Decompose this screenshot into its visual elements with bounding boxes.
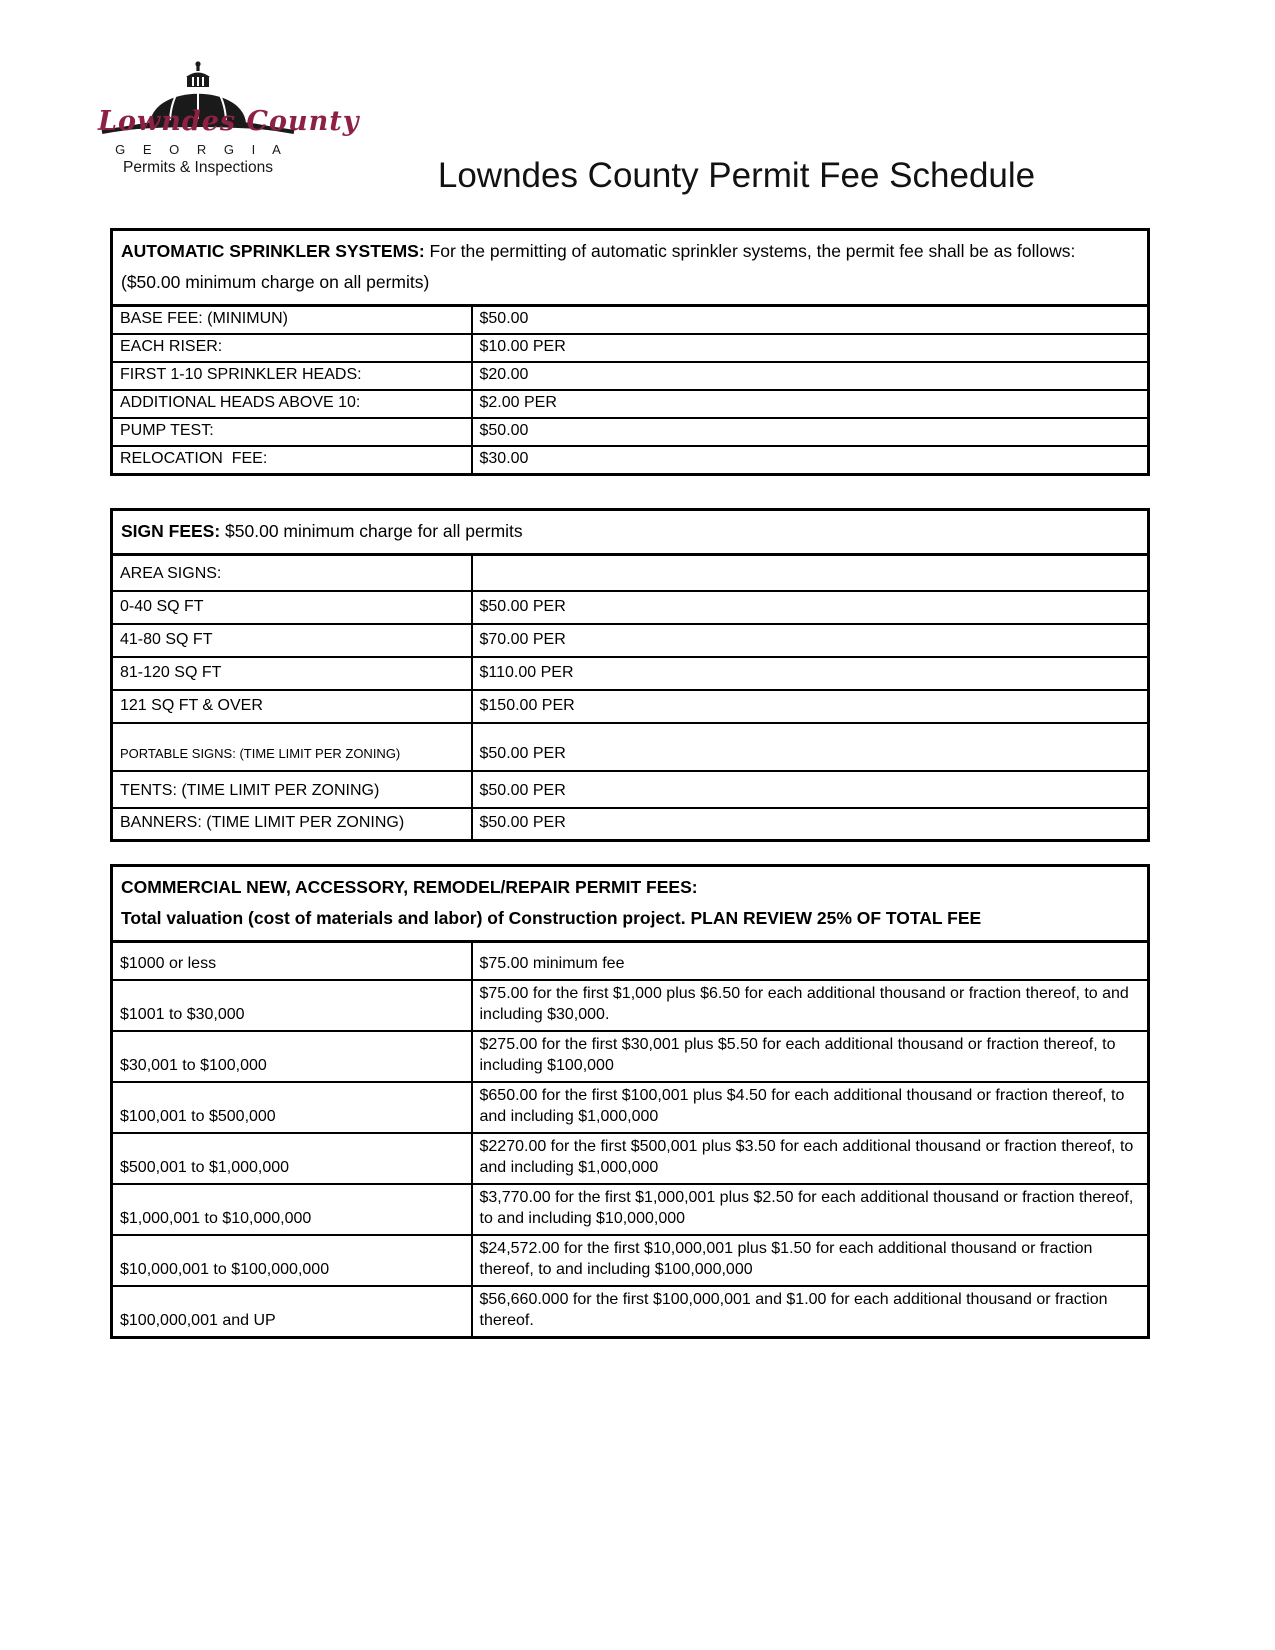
fee-value: $50.00 PER — [472, 723, 1149, 771]
table-header-text: $50.00 minimum charge for all permits — [220, 521, 523, 541]
fee-value: $75.00 minimum fee — [472, 942, 1149, 980]
fee-value: $10.00 PER — [472, 334, 1149, 362]
table-row — [112, 808, 1149, 841]
fee-label: 121 SQ FT & OVER — [112, 690, 472, 723]
fee-value: $3,770.00 for the first $1,000,001 plus $2.50 for each additional thousand or fraction thereof, to and including $10,000,000 — [472, 1184, 1149, 1235]
fee-label: BANNERS: (TIME LIMIT PER ZONING) — [112, 808, 472, 841]
fee-label: PUMP TEST: — [112, 418, 472, 446]
table-header-row — [112, 510, 1149, 555]
fee-label: $1,000,001 to $10,000,000 — [112, 1184, 472, 1235]
fee-value: $20.00 — [472, 362, 1149, 390]
fee-value: $30.00 — [472, 446, 1149, 475]
page-title: Lowndes County Permit Fee Schedule — [437, 156, 1036, 195]
fee-label: 41-80 SQ FT — [112, 624, 472, 657]
table-header-row — [112, 866, 1149, 942]
fee-value: $70.00 PER — [472, 624, 1149, 657]
fee-label: BASE FEE: (MINIMUN) — [112, 306, 472, 335]
logo-county-name: Lowndes County — [98, 106, 360, 137]
fee-value: $24,572.00 for the first $10,000,001 plus $1.50 for each additional thousand or fraction thereof, to and including $100,000,000 — [472, 1235, 1149, 1286]
document-header — [0, 0, 1275, 195]
table-row — [112, 980, 1149, 1031]
fee-label: $100,001 to $500,000 — [112, 1082, 472, 1133]
table-row — [112, 446, 1149, 475]
table-header-line — [121, 516, 1139, 547]
table-row — [112, 306, 1149, 335]
fee-value: $75.00 for the first $1,000 plus $6.50 for each additional thousand or fraction thereof, to and including $30,000. — [472, 980, 1149, 1031]
fee-value: $2.00 PER — [472, 390, 1149, 418]
fee-label: $10,000,001 to $100,000,000 — [112, 1235, 472, 1286]
table-row — [112, 334, 1149, 362]
fee-label: TENTS: (TIME LIMIT PER ZONING) — [112, 771, 472, 808]
sign-fees-table — [110, 508, 1150, 842]
fee-value — [472, 555, 1149, 591]
fee-label: $30,001 to $100,000 — [112, 1031, 472, 1082]
fee-label: $100,000,001 and UP — [112, 1286, 472, 1338]
table-row — [112, 771, 1149, 808]
fee-label: $1001 to $30,000 — [112, 980, 472, 1031]
fee-value: $50.00 — [472, 418, 1149, 446]
fee-value: $110.00 PER — [472, 657, 1149, 690]
table-row — [112, 942, 1149, 980]
table-header-cell — [112, 230, 1149, 306]
fee-label: $500,001 to $1,000,000 — [112, 1133, 472, 1184]
fee-label: PORTABLE SIGNS: (TIME LIMIT PER ZONING) — [112, 723, 472, 771]
logo-state-name: G E O R G I A — [115, 142, 288, 157]
lowndes-county-logo — [98, 60, 360, 188]
table-row — [112, 390, 1149, 418]
automatic-sprinkler-systems-section — [110, 228, 1150, 476]
logo-subtitle: Permits & Inspections — [123, 159, 273, 176]
fee-value: $50.00 PER — [472, 808, 1149, 841]
table-row — [112, 418, 1149, 446]
automatic-sprinkler-systems-table — [110, 228, 1150, 476]
table-header-cell — [112, 866, 1149, 942]
commercial-permit-fees-section — [110, 864, 1150, 1339]
table-header-text: SIGN FEES: — [121, 521, 221, 541]
table-row — [112, 690, 1149, 723]
table-row — [112, 1235, 1149, 1286]
table-header-line — [121, 872, 1139, 903]
table-row — [112, 657, 1149, 690]
fee-label: RELOCATION FEE: — [112, 446, 472, 475]
table-header-text: AUTOMATIC SPRINKLER SYSTEMS: — [121, 241, 425, 261]
fee-label: 0-40 SQ FT — [112, 591, 472, 624]
fee-value: $650.00 for the first $100,001 plus $4.50 for each additional thousand or fraction thereof, to and including $1,000,000 — [472, 1082, 1149, 1133]
fee-value: $50.00 PER — [472, 591, 1149, 624]
fee-label: FIRST 1-10 SPRINKLER HEADS: — [112, 362, 472, 390]
table-header-row — [112, 230, 1149, 306]
sign-fees-section — [110, 508, 1150, 842]
table-header-line — [121, 236, 1139, 298]
table-row — [112, 1082, 1149, 1133]
table-row — [112, 362, 1149, 390]
table-row — [112, 1184, 1149, 1235]
table-header-text: COMMERCIAL NEW, ACCESSORY, REMODEL/REPAIR PERMIT FEES: — [121, 877, 698, 897]
commercial-permit-fees-table — [110, 864, 1150, 1339]
fee-value: $56,660.000 for the first $100,000,001 and $1.00 for each additional thousand or fraction thereof. — [472, 1286, 1149, 1338]
table-row — [112, 1133, 1149, 1184]
fee-label: 81-120 SQ FT — [112, 657, 472, 690]
table-row — [112, 723, 1149, 771]
table-row — [112, 624, 1149, 657]
fee-value: $50.00 — [472, 306, 1149, 335]
table-row — [112, 591, 1149, 624]
table-row — [112, 555, 1149, 591]
fee-value: $2270.00 for the first $500,001 plus $3.50 for each additional thousand or fraction thereof, to and including $1,000,000 — [472, 1133, 1149, 1184]
fee-label: AREA SIGNS: — [112, 555, 472, 591]
fee-label: ADDITIONAL HEADS ABOVE 10: — [112, 390, 472, 418]
table-header-text: For the permitting of automatic sprinkler systems, the permit fee shall be as follows: ($50.00 minimum charge on all permits) — [121, 241, 1081, 292]
fee-label: $1000 or less — [112, 942, 472, 980]
fee-label: EACH RISER: — [112, 334, 472, 362]
table-header-cell — [112, 510, 1149, 555]
fee-tables-container — [0, 188, 1275, 1339]
table-header-text: Total valuation (cost of materials and labor) of Construction project. PLAN REVIEW 25% OF TOTAL FEE — [121, 908, 982, 928]
table-row — [112, 1286, 1149, 1338]
fee-value: $50.00 PER — [472, 771, 1149, 808]
fee-value: $275.00 for the first $30,001 plus $5.50 for each additional thousand or fraction thereof, to including $100,000 — [472, 1031, 1149, 1082]
table-row — [112, 1031, 1149, 1082]
fee-value: $150.00 PER — [472, 690, 1149, 723]
table-header-line — [121, 903, 1139, 934]
